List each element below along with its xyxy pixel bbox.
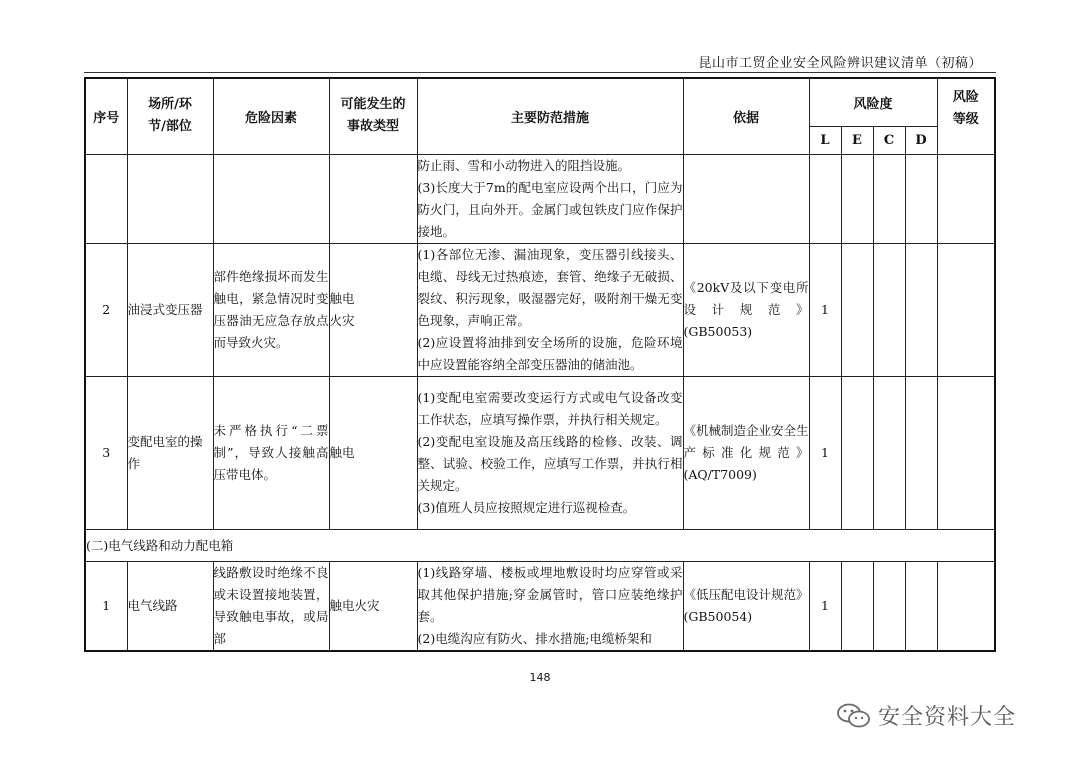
L-cell: 1 bbox=[809, 561, 841, 651]
measures-cell: 防止雨、雪和小动物进入的阻挡设施。 (3)长度大于7m的配电室应设两个出口，门应为防火门，且向外开。金属门或包铁皮门应作保护接地。 bbox=[417, 154, 683, 243]
header-L: L bbox=[809, 126, 841, 154]
location-cell: 电气线路 bbox=[127, 561, 213, 651]
accident-cell: 触电 火灾 bbox=[329, 243, 417, 376]
header-row bbox=[85, 78, 995, 126]
header-measures: 主要防范措施 bbox=[417, 78, 683, 154]
location-cell: 变配电室的操作 bbox=[127, 376, 213, 529]
basis-cell: 《20kV及以下变电所设计规范》(GB50053) bbox=[683, 243, 809, 376]
table-row bbox=[85, 243, 995, 376]
header-risk-level: 风险等级 bbox=[937, 78, 995, 154]
basis-cell: 《低压配电设计规范》(GB50054) bbox=[683, 561, 809, 651]
header-E: E bbox=[841, 126, 873, 154]
watermark-text: 安全资料大全 bbox=[878, 705, 1017, 730]
header-seq: 序号 bbox=[85, 78, 127, 154]
accident-cell: 触电火灾 bbox=[329, 561, 417, 651]
hazard-cell: 线路敷设时绝缘不良或未设置接地装置，导致触电事故，或局部 bbox=[213, 561, 329, 651]
header-accident: 可能发生的事故类型 bbox=[329, 78, 417, 154]
header-D: D bbox=[905, 126, 937, 154]
hazard-cell: 未严格执行“二票制”，导致人接触高压带电体。 bbox=[213, 376, 329, 529]
header-location: 场所/环节/部位 bbox=[127, 78, 213, 154]
measures-cell: (1)变配电室需要改变运行方式或电气设备改变工作状态，应填写操作票，并执行相关规定。 (2)变配电室设施及高压线路的检修、改装、调整、试验、校验工作，应填写工作票，并执行相关规定。 (3)值班人员应按照规定进行巡视检查。 bbox=[417, 376, 683, 529]
L-cell: 1 bbox=[809, 376, 841, 529]
section-row bbox=[85, 529, 995, 561]
L-cell: 1 bbox=[809, 243, 841, 376]
table-row bbox=[85, 376, 995, 529]
wechat-icon bbox=[836, 702, 872, 730]
seq-cell: 3 bbox=[85, 376, 127, 529]
location-cell: 油浸式变压器 bbox=[127, 243, 213, 376]
seq-cell: 2 bbox=[85, 243, 127, 376]
measures-cell: (1)线路穿墙、楼板或埋地敷设时均应穿管或采取其他保护措施;穿金属管时，管口应装绝缘护套。 (2)电缆沟应有防火、排水措施;电缆桥架和 bbox=[417, 561, 683, 651]
measures-cell: (1)各部位无渗、漏油现象，变压器引线接头、电缆、母线无过热痕迹，套管、绝缘子无破损、裂纹、积污现象，吸湿器完好，吸附剂干燥无变色现象，声响正常。 (2)应设置将油排到安全场所的设施，危险环境中应设置能容纳全部变压器油的储油池。 bbox=[417, 243, 683, 376]
risk-table bbox=[84, 77, 996, 652]
watermark bbox=[836, 700, 1016, 731]
header-risk-degree: 风险度 bbox=[809, 78, 937, 126]
basis-cell: 《机械制造企业安全生产标准化规范》(AQ/T7009) bbox=[683, 376, 809, 529]
table-row bbox=[85, 154, 995, 243]
header-hazard: 危险因素 bbox=[213, 78, 329, 154]
accident-cell: 触电 bbox=[329, 376, 417, 529]
seq-cell: 1 bbox=[85, 561, 127, 651]
header-C: C bbox=[873, 126, 905, 154]
document-title: 昆山市工贸企业安全风险辨识建议清单（初稿） bbox=[698, 56, 982, 71]
section-heading: (二)电气线路和动力配电箱 bbox=[85, 529, 995, 561]
title-divider bbox=[84, 72, 996, 73]
page-number: 148 bbox=[529, 671, 551, 684]
header-basis: 依据 bbox=[683, 78, 809, 154]
table-row bbox=[85, 561, 995, 651]
hazard-cell: 部件绝缘损坏而发生触电，紧急情况时变压器油无应急存放点而导致火灾。 bbox=[213, 243, 329, 376]
